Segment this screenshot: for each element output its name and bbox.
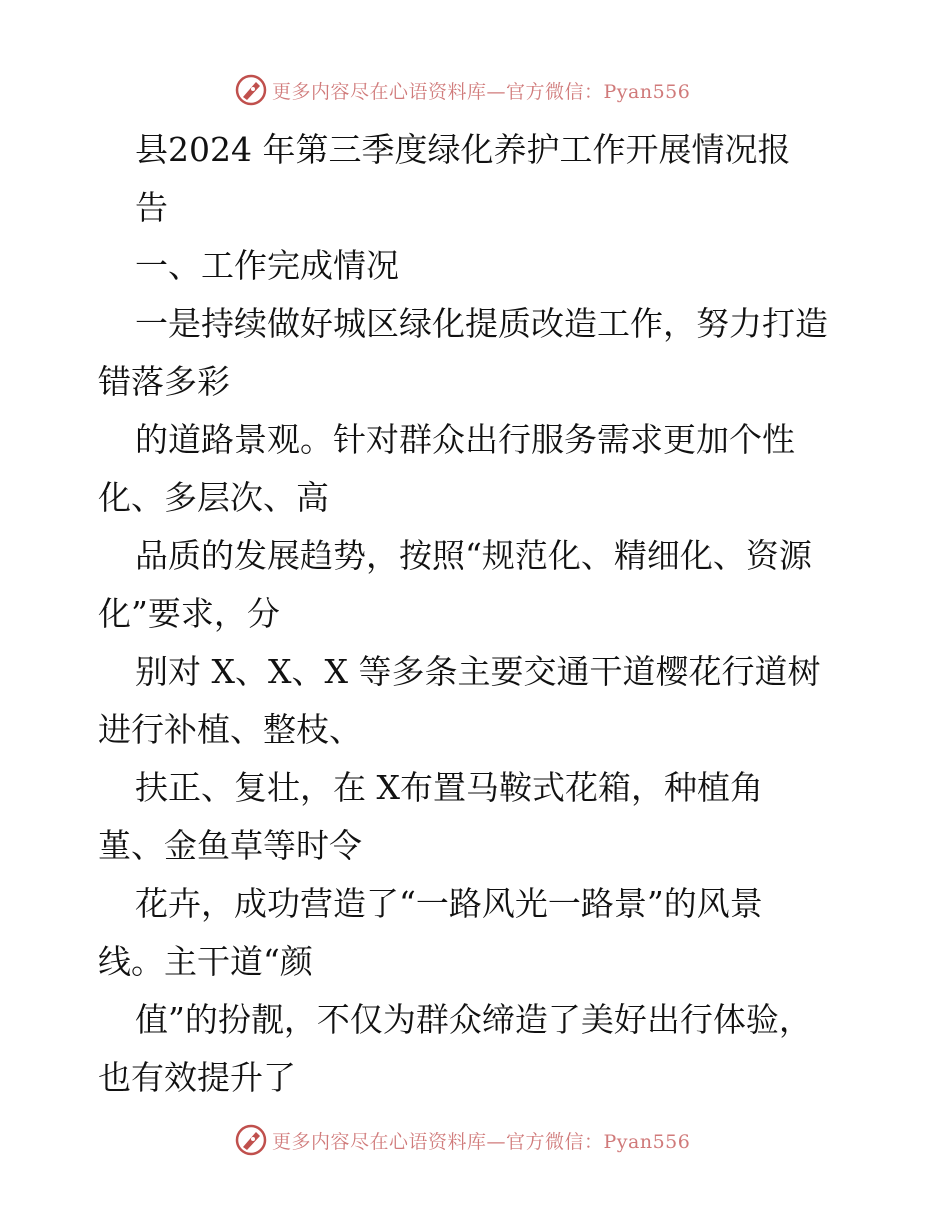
watermark-text: 更多内容尽在心语资料库—官方微信：Pyan556: [272, 80, 691, 103]
pen-nib-icon: [234, 73, 268, 107]
paragraph-line: 进行补植、整枝、: [98, 710, 362, 749]
paragraph-line: 线。主干道“颜: [98, 942, 313, 981]
pen-nib-icon: [234, 1123, 268, 1157]
paragraph-line: 花卉，成功营造了“一路风光一路景”的风景: [135, 884, 763, 923]
paragraph-line: 扶正、复壮，在 X布置马鞍式花箱，种植角: [135, 768, 763, 807]
section-heading: 一、工作完成情况: [135, 246, 399, 285]
footer-watermark: [234, 1121, 690, 1159]
paragraph-line: 堇、金鱼草等时令: [98, 826, 362, 865]
title-line-1: 县2024 年第三季度绿化养护工作开展情况报: [135, 130, 791, 169]
paragraph-line: 一是持续做好城区绿化提质改造工作，努力打造: [135, 304, 828, 343]
paragraph-line: 的道路景观。针对群众出行服务需求更加个性: [135, 420, 795, 459]
paragraph-line: 化”要求，分: [98, 594, 280, 633]
watermark-text: 更多内容尽在心语资料库—官方微信：Pyan556: [272, 1130, 691, 1153]
paragraph-line: 值”的扮靓，不仅为群众缔造了美好出行体验，: [135, 1000, 812, 1039]
paragraph-line: 别对 X、X、X 等多条主要交通干道樱花行道树: [135, 652, 821, 691]
paragraph-line: 品质的发展趋势，按照“规范化、精细化、资源: [135, 536, 812, 575]
title-line-2: 告: [135, 188, 168, 227]
header-watermark: [234, 71, 690, 109]
paragraph-line: 化、多层次、高: [98, 478, 329, 517]
paragraph-line: 也有效提升了: [98, 1058, 296, 1097]
paragraph-line: 错落多彩: [98, 362, 230, 401]
